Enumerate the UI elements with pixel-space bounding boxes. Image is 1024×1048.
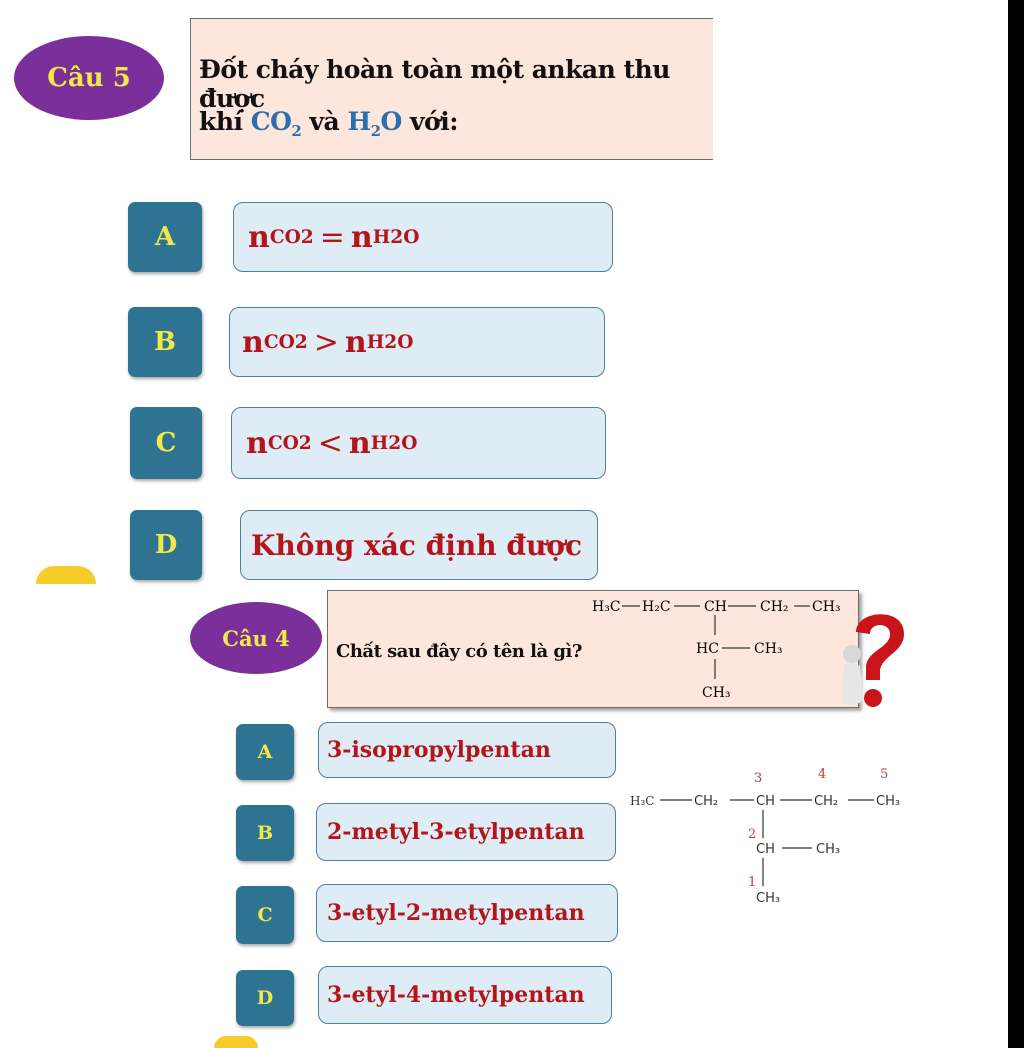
struct-num-branch-me: CH₃ <box>816 842 841 857</box>
q4-option-d[interactable] <box>318 966 612 1024</box>
q5-option-c-letter[interactable]: C <box>130 407 202 479</box>
q4-option-b-text: 2-metyl-3-etylpentan <box>327 819 585 845</box>
struct-top-branch: HC <box>696 641 719 657</box>
struct-num-4: 4 <box>818 767 827 782</box>
question-5-box <box>190 18 713 160</box>
q5-option-a-letter[interactable]: A <box>128 202 202 272</box>
struct-num-2: 2 <box>748 827 757 842</box>
question-5-badge <box>14 36 164 120</box>
q4-option-b[interactable] <box>316 803 616 861</box>
q5-option-d-text: Không xác định được <box>251 528 583 562</box>
q4-option-c-text: 3-etyl-2-metylpentan <box>327 900 585 926</box>
struct-top-c2: H₂C <box>642 599 671 615</box>
q4-option-a-text: 3-isopropylpentan <box>327 737 551 763</box>
q4-option-d-letter[interactable]: D <box>236 970 294 1026</box>
struct-num-c5: CH₃ <box>876 794 901 809</box>
q4-option-c[interactable] <box>316 884 618 942</box>
q5-option-d-letter[interactable]: D <box>130 510 202 580</box>
question-5-line2: khí $CO_2$ và $H_2O$ với: <box>199 107 458 140</box>
struct-top-branch-me: CH₃ <box>754 641 783 657</box>
struct-num-3: 3 <box>754 771 763 786</box>
struct-num-c3: CH <box>756 794 775 809</box>
q4-option-a-letter[interactable]: A <box>236 724 294 780</box>
question-4-text: Chất sau đây có tên là gì? <box>336 641 582 662</box>
q4-option-d-text: 3-etyl-4-metylpentan <box>327 982 585 1008</box>
question-mark-icon <box>830 604 910 716</box>
q5-option-c[interactable]: n CO2 < n H2O <box>231 407 606 479</box>
question-4-label: Câu 4 <box>222 625 290 651</box>
question-4-badge <box>190 602 322 674</box>
q5-option-d[interactable] <box>240 510 598 580</box>
struct-num-bottom: CH₃ <box>756 891 781 906</box>
question-4-box <box>327 590 859 708</box>
q5-option-b-letter[interactable]: B <box>128 307 202 377</box>
struct-num-c4: CH₂ <box>814 794 839 809</box>
struct-top-c5: CH₃ <box>812 599 841 615</box>
structure-top-diagram <box>588 591 858 707</box>
right-edge-bar <box>1008 0 1024 1048</box>
question-5-line1: Đốt cháy hoàn toàn một ankan thu được <box>199 55 670 113</box>
q5-option-a[interactable]: n CO2 = n H2O <box>233 202 613 272</box>
q4-option-b-letter[interactable]: B <box>236 805 294 861</box>
question-5-label: Câu 5 <box>47 63 131 93</box>
struct-num-5: 5 <box>880 767 889 782</box>
q4-option-c-letter[interactable]: C <box>236 886 294 944</box>
struct-top-c3: CH <box>704 599 727 615</box>
flower-decoration-icon <box>36 566 96 584</box>
structure-numbered-diagram <box>626 760 916 910</box>
struct-top-c4: CH₂ <box>760 599 789 615</box>
struct-num-1: 1 <box>748 875 757 890</box>
struct-num-c2: CH₂ <box>694 794 719 809</box>
flower-decoration-icon-bottom <box>214 1036 258 1048</box>
q4-option-a[interactable] <box>318 722 616 778</box>
struct-num-c1: H₃C <box>630 794 655 808</box>
struct-num-branch: CH <box>756 842 775 857</box>
q5-option-b[interactable]: n CO2 > n H2O <box>229 307 605 377</box>
struct-top-c1: H₃C <box>592 599 621 615</box>
struct-top-bottom: CH₃ <box>702 685 731 701</box>
